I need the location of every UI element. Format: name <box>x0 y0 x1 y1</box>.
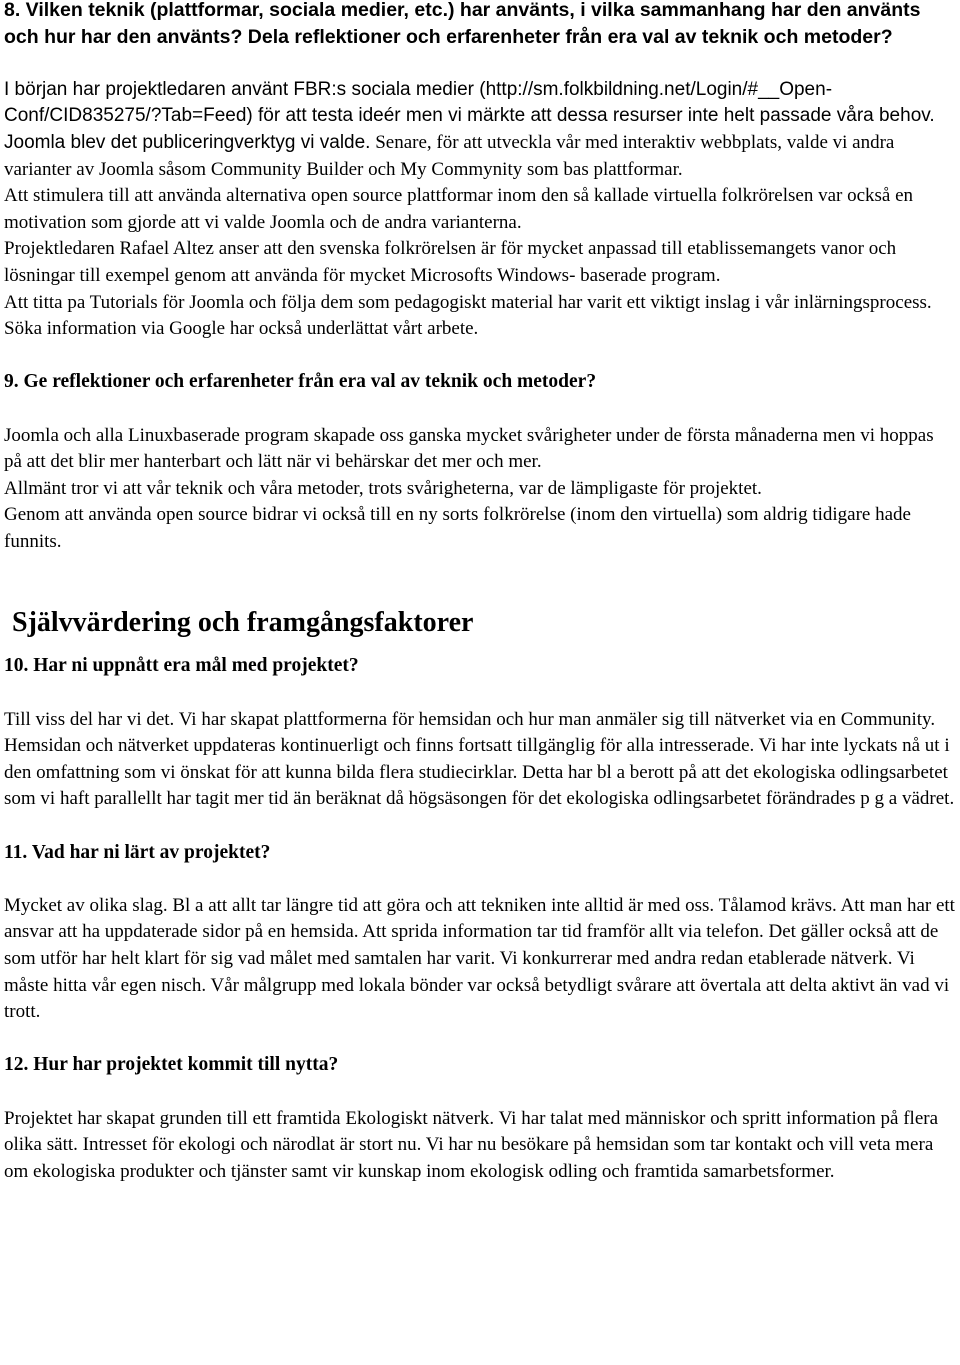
spacer <box>4 396 956 423</box>
q9-paragraph-2: Allmänt tror vi att vår teknik och våra metoder, trots svårigheterna, var de lämpligaste för projektet. <box>4 477 762 499</box>
spacer <box>4 680 956 707</box>
q8-paragraph-4: Att titta pa Tutorials för Joomla och följa dem som pedagogiskt material har varit ett viktigt inslag i vår inlärningsprocess. Söka information via Google har också underlättat vårt arbete. <box>4 291 932 340</box>
document-body <box>4 0 956 1185</box>
spacer <box>4 1026 956 1053</box>
spacer <box>4 813 956 840</box>
question-9-heading: 9. Ge reflektioner och erfarenheter från era val av teknik och metoder? <box>4 371 597 393</box>
question-12-heading: 12. Hur har projektet kommit till nytta? <box>4 1054 339 1076</box>
q9-paragraph-1: Joomla och alla Linuxbaserade program skapade oss ganska mycket svårigheter under de första månaderna men vi hoppas på att det blir mer hanterbart och lätt när vi behärskar det mer och mer. <box>4 424 934 473</box>
q9-paragraph-3: Genom att använda open source bidrar vi också till en ny sorts folkrörelse (inom den virtuella) som aldrig tidigare hade funnits. <box>4 504 911 552</box>
spacer <box>4 50 956 77</box>
q8-paragraph-2: Att stimulera till att använda alternativa open source plattformar inom den så kallade virtuella folkrörelsen var också en motivation som gjorde att vi valde Joomla och de andra varianterna. <box>4 185 914 233</box>
q8-p1-continuation: Senare, för att utveckla vår med interaktiv webbplats, valde vi andra varianter av Joomla såsom Community Builder och My Commynity som bas plattformar. <box>4 131 895 180</box>
question-8-heading: 8. Vilken teknik (plattformar, sociala medier, etc.) har använts, i vilka sammanhang har den använts och hur har den använts? Dela reflektioner och erfarenheter från era val av teknik och metoder? <box>4 0 921 48</box>
q8-paragraph-3: Projektledaren Rafael Altez anser att den svenska folkrörelsen är för mycket anpassad till etablissemangets vanor och lösningar till exempel genom att använda för mycket Microsofts Windows- baserade program. <box>4 238 897 286</box>
folkbildning-link[interactable]: http://sm.folkbildning.net/Login/#__Open-Conf/CID835275/?Tab=Feed <box>4 78 833 127</box>
q10-paragraph-1: Till viss del har vi det. Vi har skapat plattformerna för hemsidan och hur man anmäler sig till nätverket via en Community. Hemsidan och nätverket uppdateras kontinuerligt och finns fortsatt tillgänglig för alla intresserade. Vi har inte lyckats nå ut i den omfattning som vi önskat för att kunna bilda flera studiecirklar. Detta har bl a berott på att det ekologiska odlingsarbetet som vi haft parallellt har tagit mer tid än beräknat då högsäsongen för det ekologiska odlingsarbetet förändrades p g a vädret. <box>4 708 955 810</box>
q8-p1-end: ) för att testa ideér men vi märkte att dessa resurser inte helt passade våra behov. Joomla blev det publiceringverktyg vi valde. <box>4 105 935 153</box>
spacer <box>4 343 956 370</box>
q11-paragraph-1: Mycket av olika slag. Bl a att allt tar längre tid att göra och att tekniken inte alltid är med oss. Tålamod krävs. Att man har ett ansvar att ha uppdaterade sidor på en hemsida. Att sprida information tar tid framför allt via telefon. Det gäller också att de som utför har helt klart för sig vad målet med samtalen har varit. Vi konkurrerar med andra redan etablerade nätverk. Vi måste hitta vår egen nisch. Vår målgrupp med lokala bönder var också betydligt svårare att övertala att delta aktivt än vad vi trott. <box>4 894 955 1023</box>
question-10-heading: 10. Har ni uppnått era mål med projektet? <box>4 655 359 677</box>
q12-paragraph-1: Projektet har skapat grunden till ett framtida Ekologiskt nätverk. Vi har talat med människor och spritt information på flera olika sätt. Intresset för ekologi och närodlat är stort nu. Vi har nu besökare på hemsidan som tar kontakt och vill veta mera om ekologiska produkter och tjänster samt vir kunskap inom ekologisk odling och framtida samarbetsformer. <box>4 1107 939 1182</box>
q8-paragraph-1 <box>4 77 956 183</box>
spacer <box>4 1079 956 1106</box>
q8-p1-start: I början har projektledaren använt FBR:s sociala medier ( <box>4 78 486 100</box>
spacer <box>4 866 956 893</box>
section-heading: Självvärdering och framgångsfaktorer <box>12 607 474 639</box>
question-11-heading: 11. Vad har ni lärt av projektet? <box>4 841 271 863</box>
